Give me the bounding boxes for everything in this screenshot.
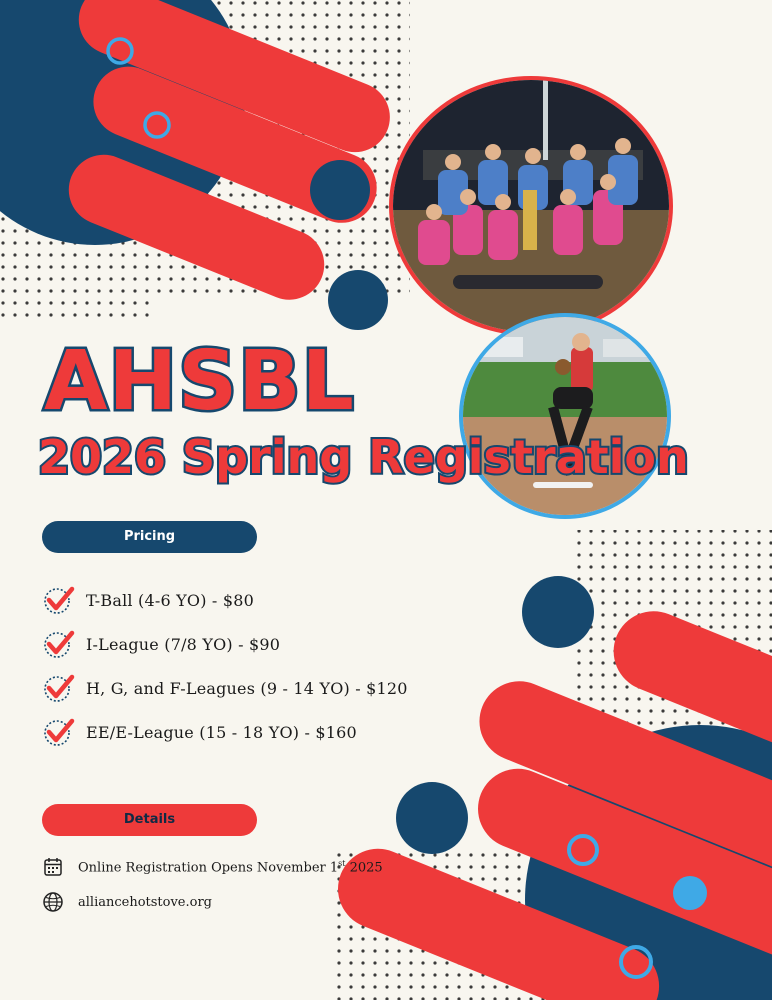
price-text: I-League (7/8 YO) - $90 [86, 634, 281, 654]
pitcher-photo [459, 313, 671, 519]
check-icon [42, 583, 76, 617]
page-title: AHSBL [44, 334, 355, 429]
check-icon [42, 671, 76, 705]
price-text: H, G, and F-Leagues (9 - 14 YO) - $120 [86, 678, 408, 698]
check-icon [42, 715, 76, 749]
list-item [42, 710, 408, 754]
list-item [42, 666, 408, 710]
page-subtitle: 2026 Spring Registration [38, 430, 689, 484]
pricing-list [42, 578, 408, 754]
list-item [42, 578, 408, 622]
registration-text: Online Registration Opens November 1st 2025 [78, 858, 383, 876]
pricing-heading: Pricing [42, 521, 257, 553]
website-row [42, 891, 212, 913]
list-item [42, 622, 408, 666]
website-link[interactable]: alliancehotstove.org [78, 894, 212, 910]
price-text: T-Ball (4-6 YO) - $80 [86, 590, 254, 610]
price-text: EE/E-League (15 - 18 YO) - $160 [86, 722, 357, 742]
team-photo [389, 76, 673, 336]
check-icon [42, 627, 76, 661]
details-heading: Details [42, 804, 257, 836]
registration-row [42, 856, 383, 878]
calendar-icon [42, 856, 64, 878]
globe-icon [42, 891, 64, 913]
